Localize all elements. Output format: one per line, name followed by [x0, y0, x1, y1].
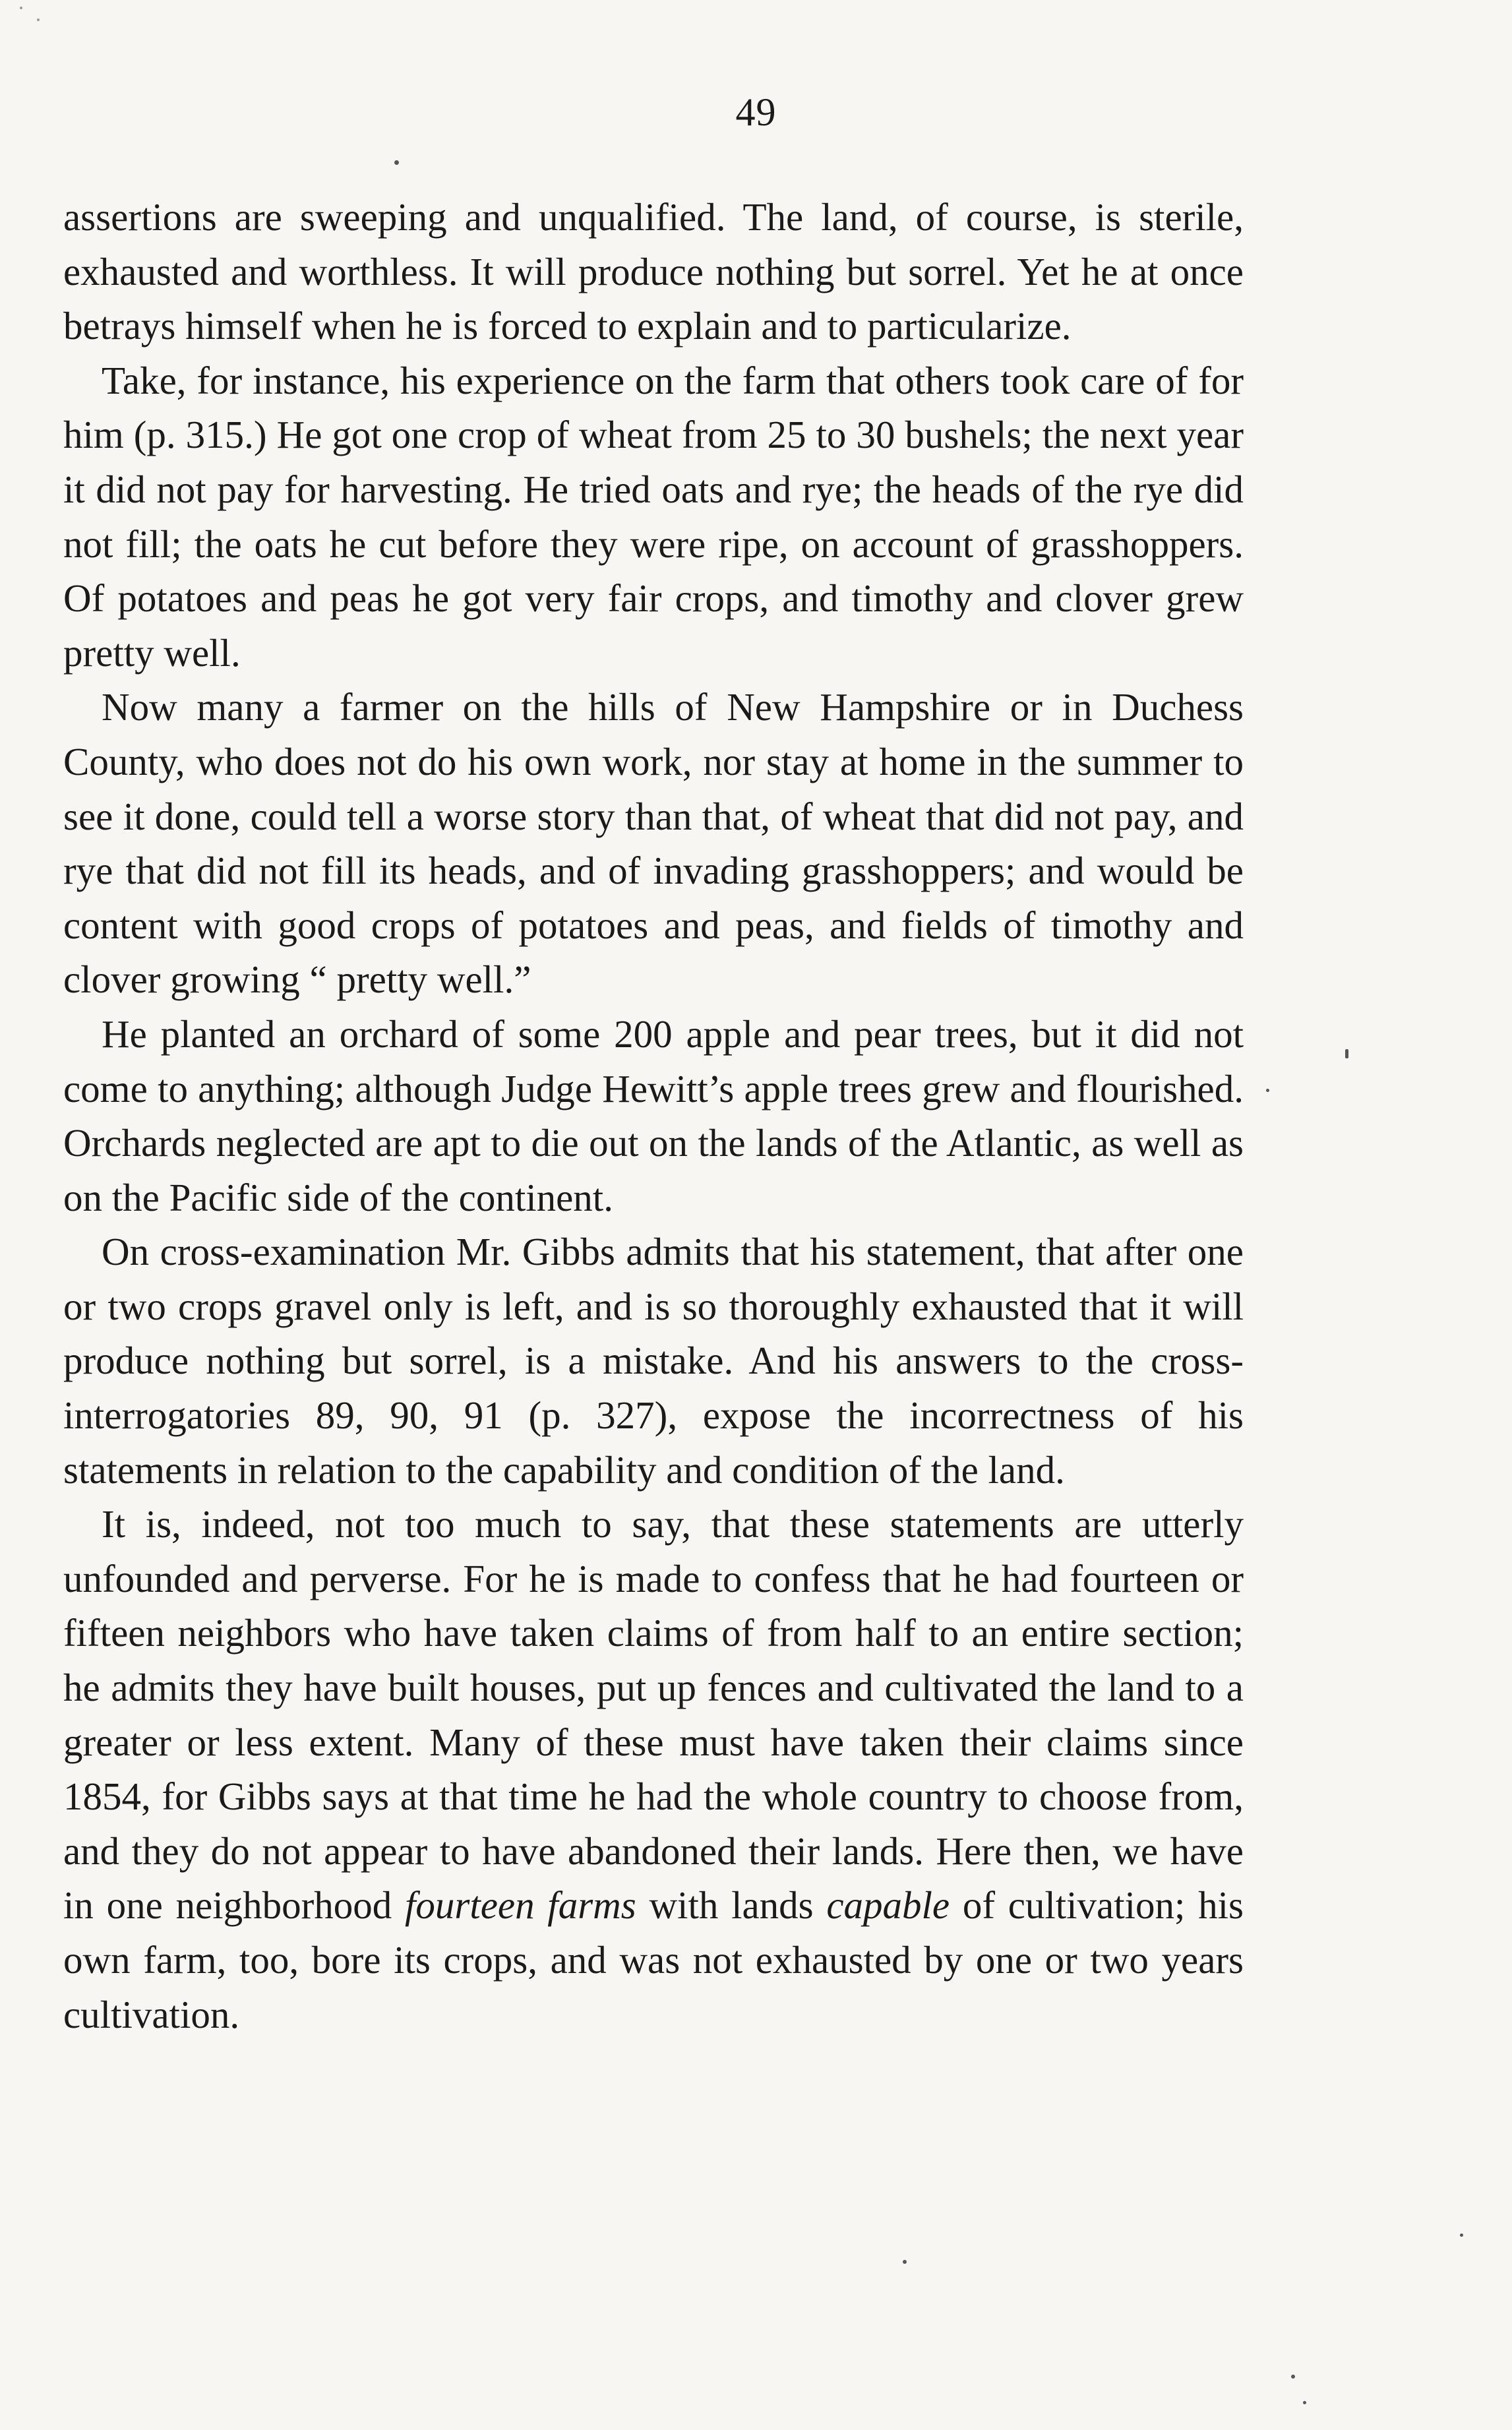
paragraph: He planted an orchard of some 200 apple and pear trees, but it did not come to anything; although Judge Hewitt’s apple trees grew and flourished. Orchards neglected are apt to die out on the lands of the Atlantic, as well as on the Pacific side of the continent. — [63, 1012, 1244, 1219]
emphasis-fourteen-farms: fourteen farms — [404, 1883, 636, 1928]
scan-speck — [1460, 2233, 1463, 2237]
paragraph: assertions are sweeping and unqualified. The land, of course, is sterile, exhausted and worthless. It will produce nothing but sorrel. Yet he at once betrays himself when he is forced to explain and to particularize. — [63, 195, 1244, 348]
page-number: 49 — [735, 90, 777, 134]
scan-speck — [1266, 1089, 1269, 1092]
body-text — [63, 190, 1244, 2042]
scan-speck — [1345, 1049, 1348, 1058]
scan-speck — [394, 160, 399, 165]
paragraph-last — [63, 1497, 1244, 2042]
scan-speck — [1291, 2375, 1295, 2379]
paragraph-text: of cultivation; his own farm, too, bore its crops, and was not exhausted by one or two years cultivation. — [63, 1883, 1244, 2036]
paragraph: On cross-examination Mr. Gibbs admits that his statement, that after one or two crops gravel only is left, and is so thoroughly exhausted that it will produce nothing but sorrel, is a mistake. And his answers to the cross-interrogatories 89, 90, 91 (p. 327), expose the incorrectness of his statements in relation to the capability and condition of the land. — [63, 1230, 1244, 1492]
scan-speck — [903, 2260, 907, 2264]
paragraph: Now many a farmer on the hills of New Hampshire or in Duchess County, who does not do his own work, nor stay at home in the summer to see it done, could tell a worse story than that, of wheat that did not pay, and rye that did not fill its heads, and of invading grasshoppers; and would be content with good crops of potatoes and peas, and fields of timothy and clover growing “ pretty well.” — [63, 685, 1244, 1002]
scan-speck — [37, 18, 40, 21]
scan-speck — [20, 7, 22, 9]
paragraph-text: with lands — [636, 1883, 827, 1928]
scan-speck — [1303, 2401, 1306, 2404]
emphasis-capable: capable — [826, 1883, 950, 1928]
paragraph: Take, for instance, his experience on the farm that others took care of for him (p. 315.) He got one crop of wheat from 25 to 30 bushels; the next year it did not pay for harvesting. He tried oats and rye; the heads of the rye did not fill; the oats he cut before they were ripe, on account of grasshoppers. Of potatoes and peas he got very fair crops, and timothy and clover grew pretty well. — [63, 358, 1244, 675]
paragraph-text: It is, indeed, not too much to say, that these statements are utterly unfounded and perverse. For he is made to confess that he had fourteen or fifteen neighbors who have taken claims of from half to an entire section; he admits they have built houses, put up fences and cultivated the land to a greater or less extent. Many of these must have taken their claims since 1854, for Gibbs says at that time he had the whole country to choose from, and they do not appear to have abandoned their lands. Here then, we have in one neighborhood — [63, 1502, 1244, 1928]
